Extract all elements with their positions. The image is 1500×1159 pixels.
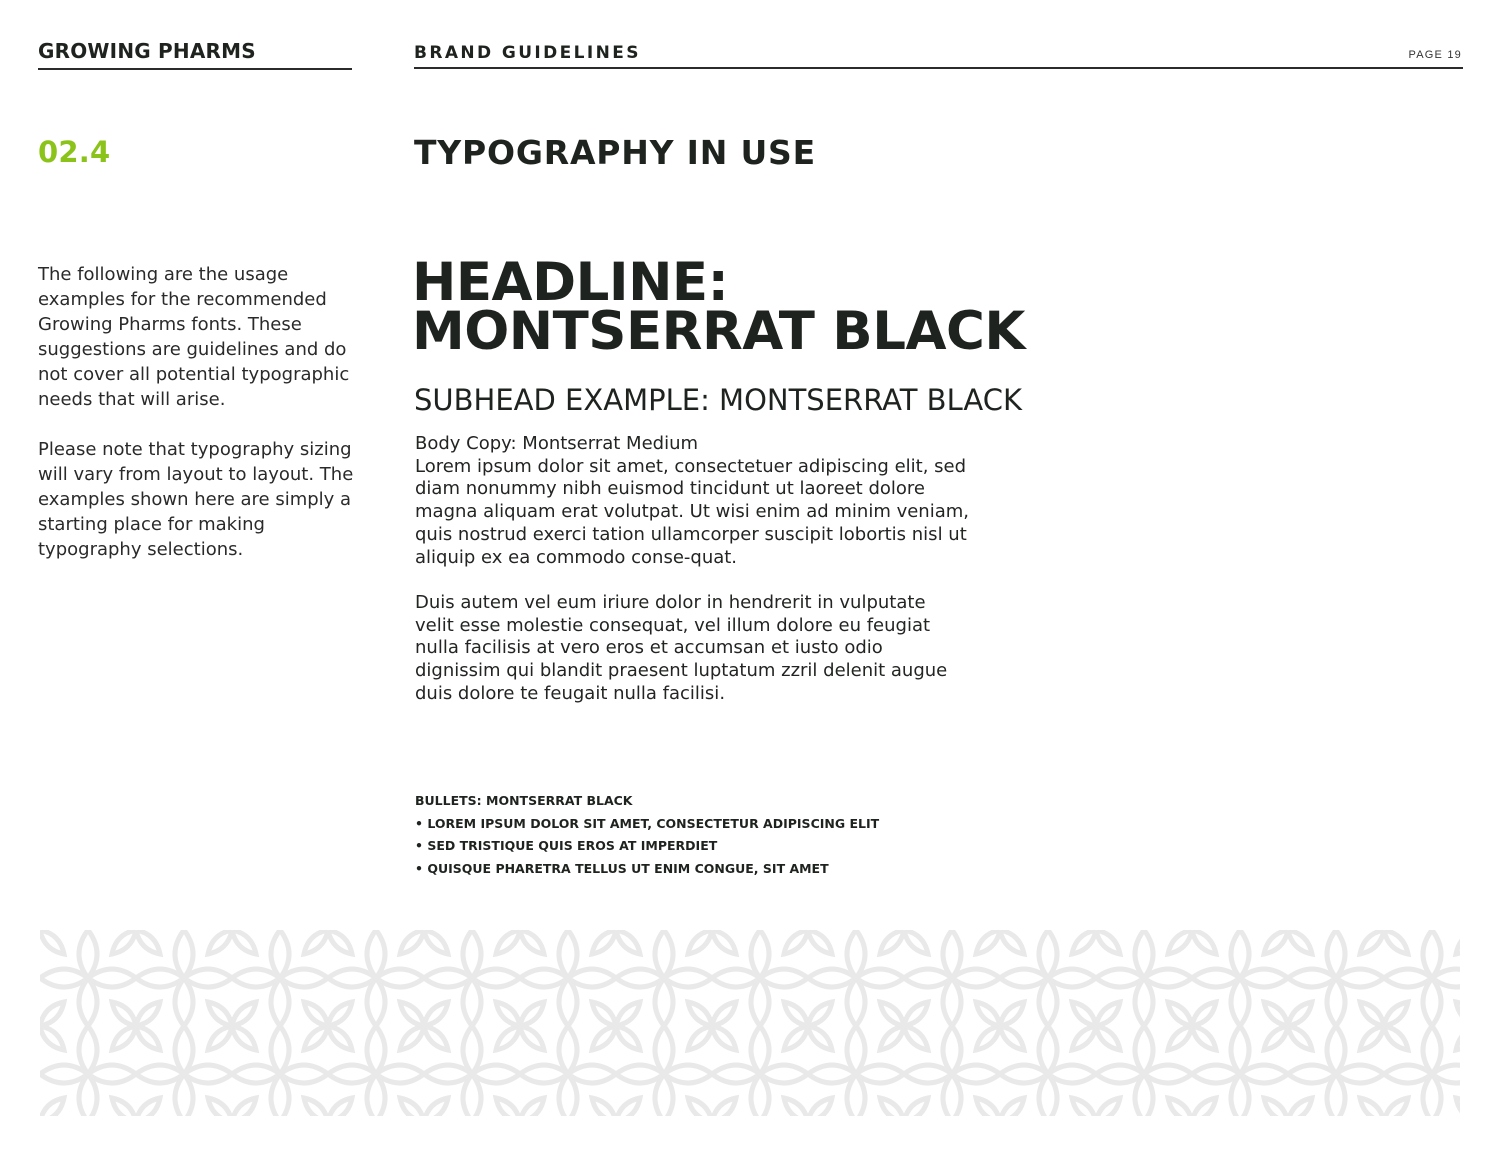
brand-name: GROWING PHARMS xyxy=(38,40,352,70)
section-number: 02.4 xyxy=(38,135,111,169)
bullet-item: • SED TRISTIQUE QUIS EROS AT IMPERDIET xyxy=(415,838,718,854)
header-divider xyxy=(414,67,1463,69)
intro-paragraph: The following are the usage examples for the recommended Growing Pharms fonts. These suggestions are guidelines and do not cover all potential typographic needs that will arise. xyxy=(38,264,350,410)
body-copy-label: Body Copy: Montserrat Medium xyxy=(415,433,699,454)
bullets-example xyxy=(415,790,879,881)
body-paragraph: Lorem ipsum dolor sit amet, consectetuer adipiscing elit, sed diam nonummy nibh euismod tincidunt ut laoreet dolore magna aliquam erat volutpat. Ut wisi enim ad minim veniam, quis nostrud exerci tation ullamcorper suscipit lobortis nisl ut aliquip ex ea commodo conse-quat. xyxy=(415,455,969,568)
section-title: TYPOGRAPHY IN USE xyxy=(414,133,816,172)
bullet-item: • LOREM IPSUM DOLOR SIT AMET, CONSECTETUR ADIPISCING ELIT xyxy=(415,815,880,831)
document-title: BRAND GUIDELINES xyxy=(414,43,641,63)
headline-example xyxy=(412,252,1025,362)
bullet-item: • QUISQUE PHARETRA TELLUS UT ENIM CONGUE, SIT AMET xyxy=(415,861,829,877)
headline-line: MONTSERRAT BLACK xyxy=(412,301,1025,362)
page-number: PAGE 19 xyxy=(1408,49,1462,61)
body-copy-example xyxy=(415,433,970,705)
floral-pattern-icon xyxy=(40,930,1460,1116)
subhead-example: SUBHEAD EXAMPLE: MONTSERRAT BLACK xyxy=(414,383,1022,417)
intro-paragraph: Please note that typography sizing will vary from layout to layout. The examples shown here are simply a starting place for making typography selections. xyxy=(38,439,354,560)
bullets-label: BULLETS: MONTSERRAT BLACK xyxy=(415,793,633,808)
body-paragraph: Duis autem vel eum iriure dolor in hendrerit in vulputate velit esse molestie consequat, vel illum dolore eu feugiat nulla facilisis at vero eros et accumsan et iusto odio dignissim qui blandit praesent luptatum zzril delenit augue duis dolore te feugait nulla facilisi. xyxy=(415,591,948,704)
headline-line: HEADLINE: xyxy=(412,252,729,313)
intro-text xyxy=(38,262,358,587)
floral-pattern-band xyxy=(40,930,1460,1116)
